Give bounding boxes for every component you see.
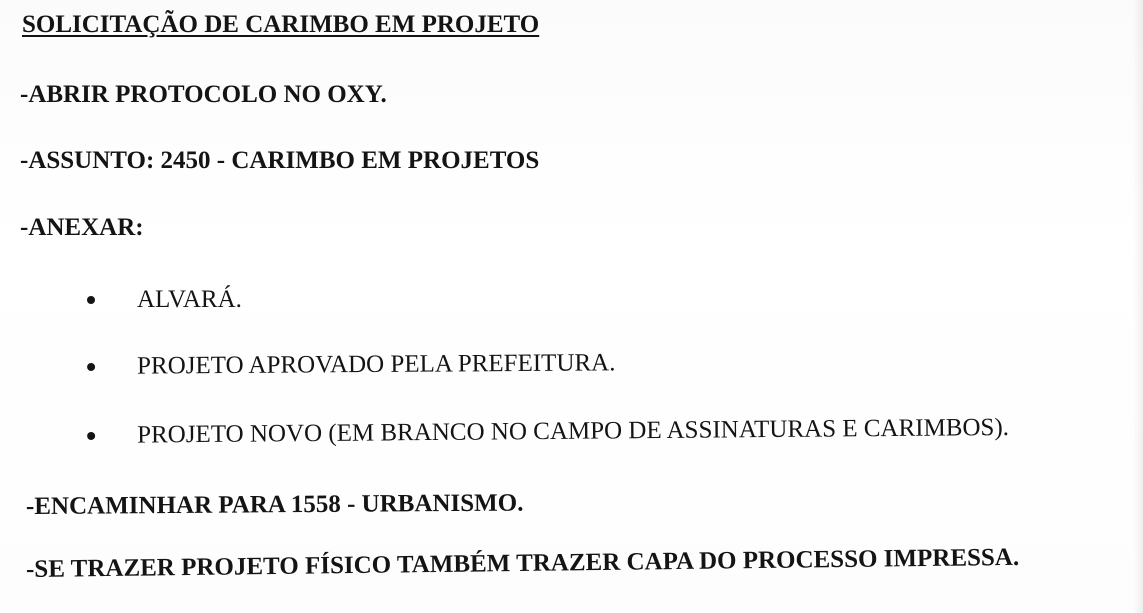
step-open-protocol: -ABRIR PROTOCOLO NO OXY. — [20, 81, 387, 108]
step-subject: -ASSUNTO: 2450 - CARIMBO EM PROJETOS — [20, 147, 540, 174]
attachment-label: PROJETO APROVADO PELA PREFEITURA. — [137, 349, 616, 380]
step-forward-urbanism: -ENCAMINHAR PARA 1558 - URBANISMO. — [25, 489, 524, 520]
step-physical-project: -SE TRAZER PROJETO FÍSICO TAMBÉM TRAZER CAPA DO PROCESSO IMPRESSA. — [25, 543, 1020, 583]
attachment-label: PROJETO NOVO (EM BRANCO NO CAMPO DE ASSINATURAS E CARIMBOS). — [137, 413, 1010, 449]
document-title: SOLICITAÇÃO DE CARIMBO EM PROJETO — [22, 11, 540, 38]
attachment-label: ALVARÁ. — [137, 286, 242, 313]
step-attach: -ANEXAR: — [20, 214, 144, 241]
bullet-icon — [87, 296, 95, 304]
page-edge-shadow — [1133, 0, 1143, 613]
bullet-icon — [87, 432, 95, 440]
bullet-icon — [87, 363, 95, 371]
